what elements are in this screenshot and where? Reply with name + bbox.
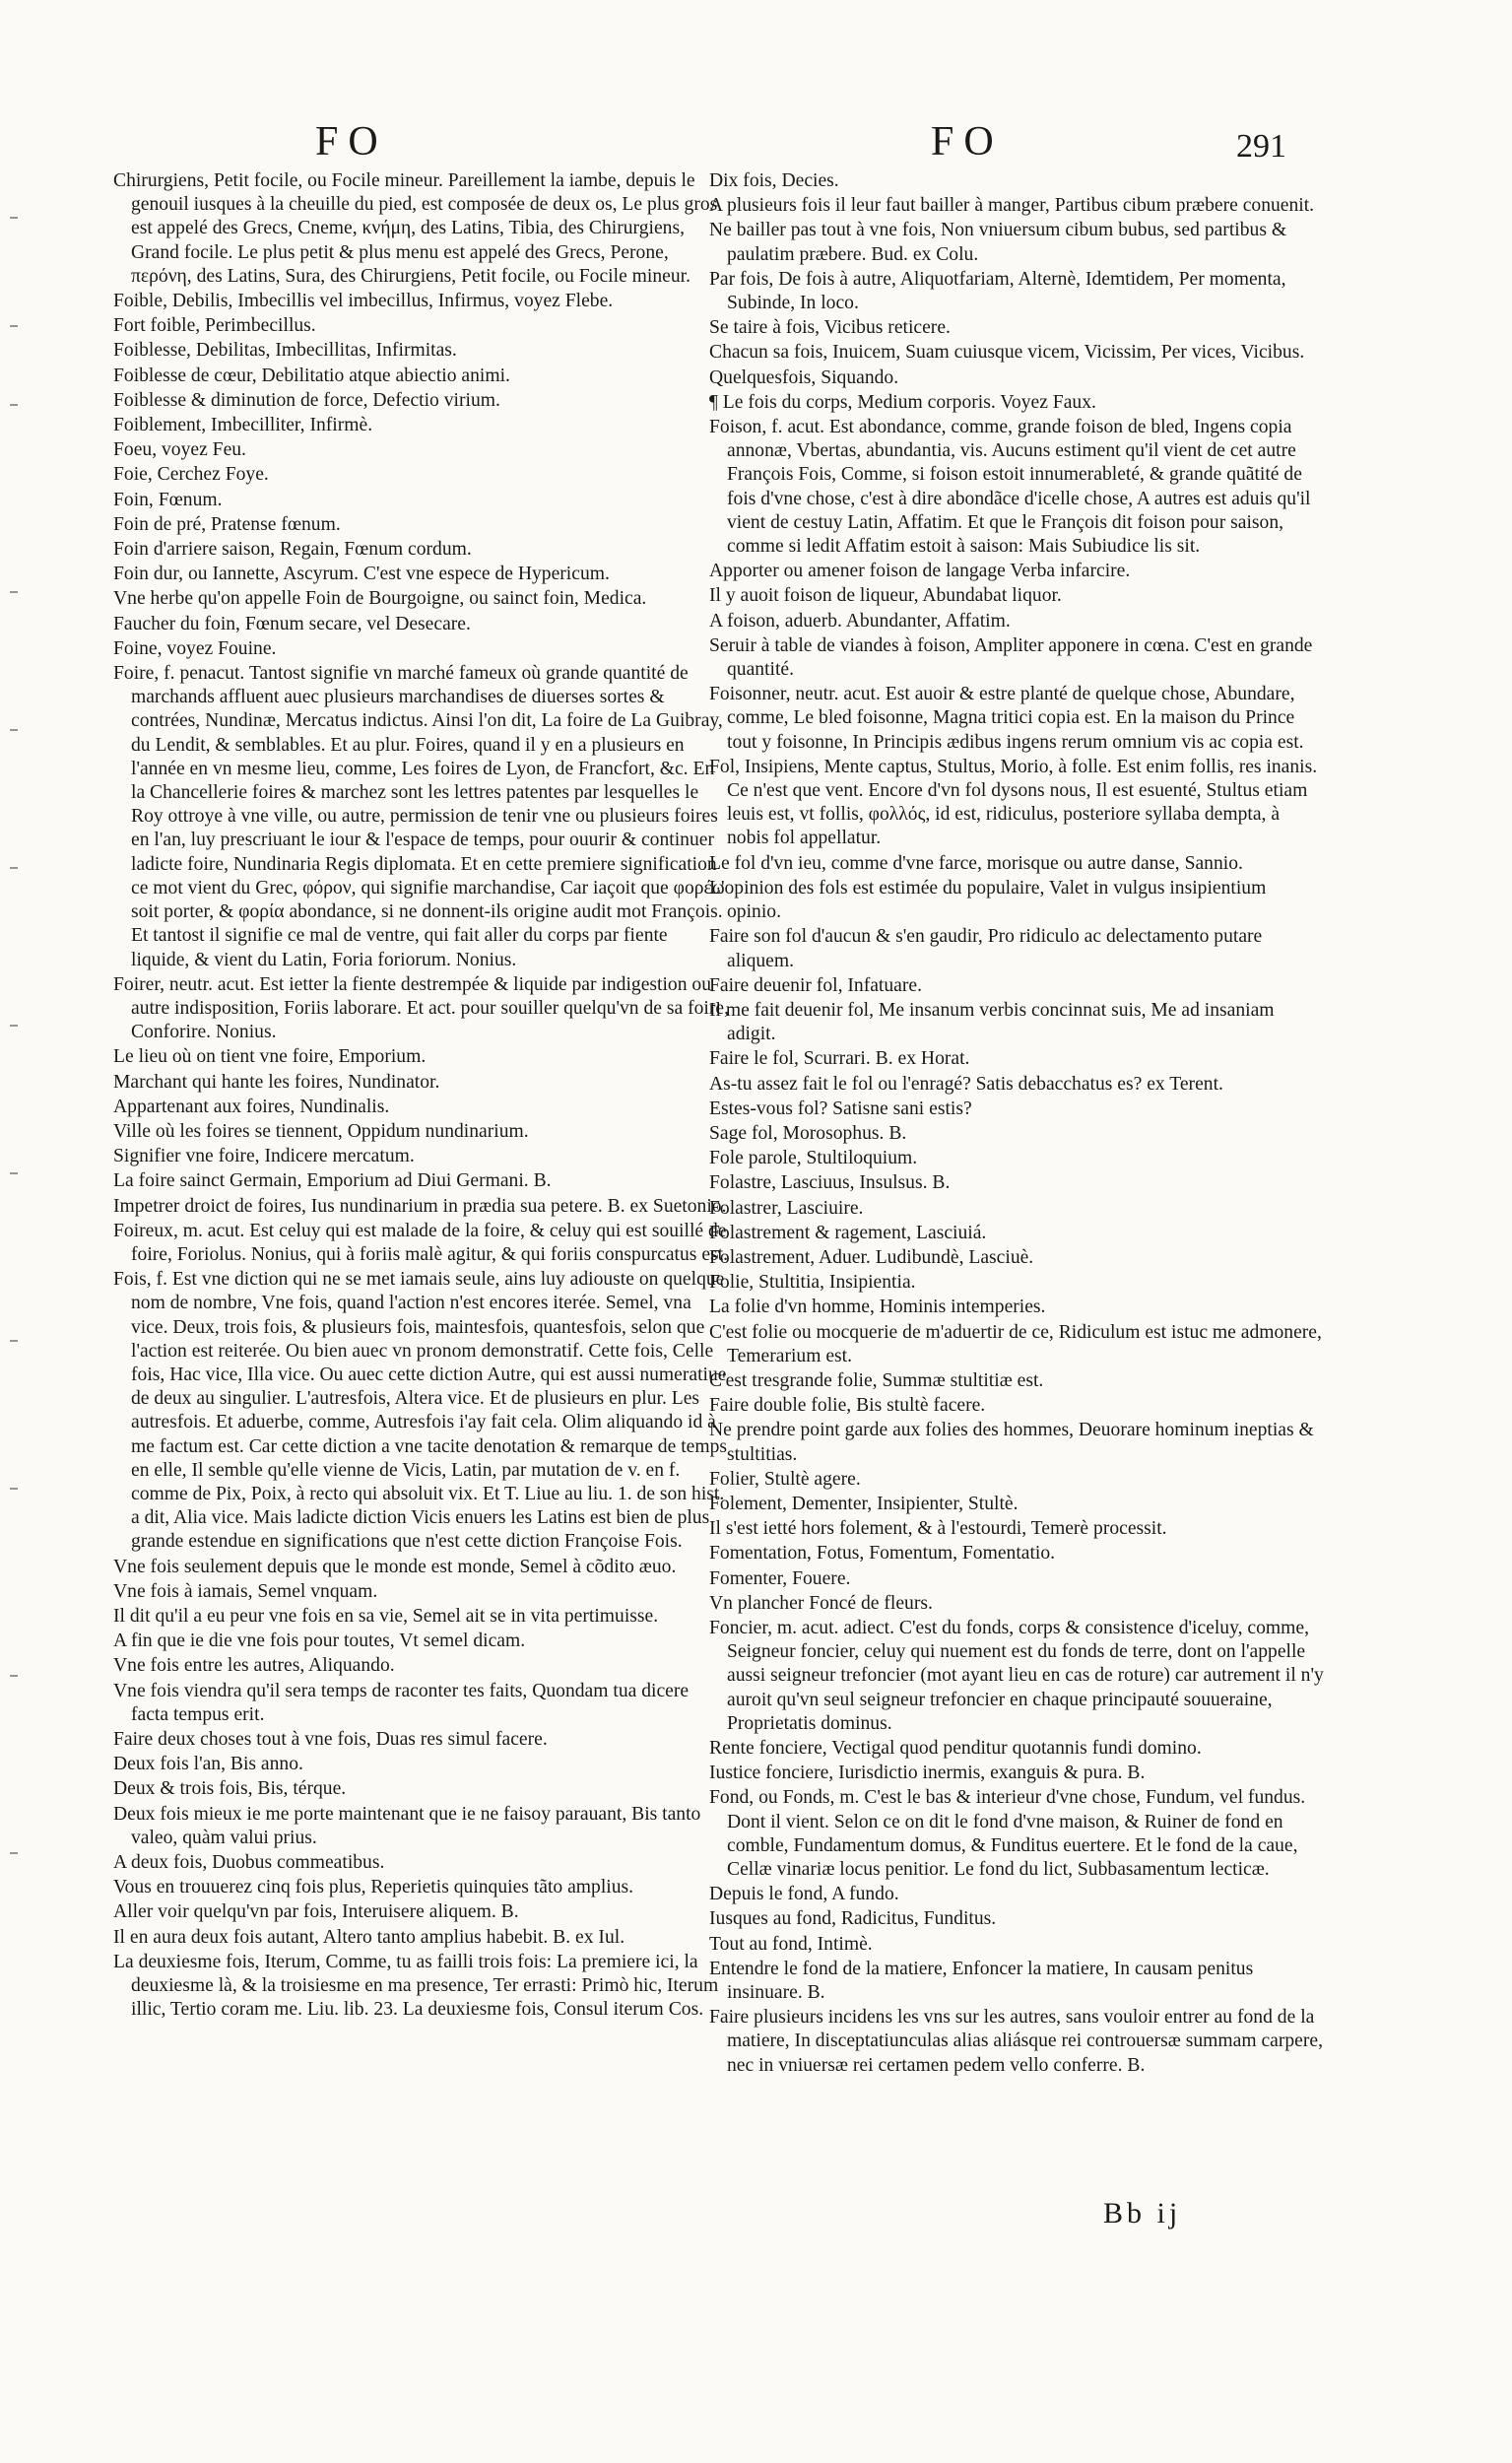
signature-mark: Bb ij <box>1103 2197 1182 2230</box>
dictionary-entry: Faire son fol d'aucun & s'en gaudir, Pro ridiculo ac delectamento putare aliquem. <box>709 926 1263 971</box>
dictionary-entry: Folier, Stultè agere. <box>709 1468 861 1490</box>
dictionary-entry: Rente fonciere, Vectigal quod penditur quotannis fundi domino. <box>709 1738 1202 1759</box>
dictionary-entry: Le lieu où on tient vne foire, Emporium. <box>113 1046 427 1068</box>
dictionary-entry: Chirurgiens, Petit focile, ou Focile mineur. Pareillement la iambe, depuis le genouil iusques à la cheuille du pied, est composée de deux os, Le plus gros est appelé des Grecs, Cneme, κνήμη, des Latins, Tibia, des Chirurgiens, Grand focile. Le plus petit & plus menu est appelé des Grecs, Perone, περόνη, des Latins, Sura, des Chirurgiens, Petit focile, ou Focile mineur. <box>113 170 718 287</box>
dictionary-entry: Seruir à table de viandes à foison, Ampliter apponere in cœna. C'est en grande quantité. <box>709 634 1313 681</box>
dictionary-entry: Vne fois viendra qu'il sera temps de raconter tes faits, Quondam tua dicere facta tempus erit. <box>113 1680 690 1725</box>
dictionary-entry: ¶ Le fois du corps, Medium corporis. Voyez Faux. <box>709 391 1096 413</box>
dictionary-entry: Estes-vous fol? Satisne sani estis? <box>709 1098 972 1119</box>
dictionary-entry: Il s'est ietté hors folement, & à l'estourdi, Temerè processit. <box>709 1518 1167 1540</box>
dictionary-entry: Le fol d'vn ieu, comme d'vne farce, morisque ou autre danse, Sannio. <box>709 852 1243 874</box>
dictionary-entry: C'est tresgrande folie, Summæ stultitiæ est. <box>709 1369 1044 1391</box>
dictionary-entry: Foin, Fœnum. <box>113 489 223 510</box>
dictionary-entry: Foin de pré, Pratense fœnum. <box>113 513 341 535</box>
dictionary-entry: Fort foible, Perimbecillus. <box>113 315 316 337</box>
dictionary-entry: Marchant qui hante les foires, Nundinator. <box>113 1071 440 1093</box>
dictionary-entry: Fomenter, Fouere. <box>709 1567 851 1589</box>
dictionary-entry: Foie, Cerchez Foye. <box>113 464 269 486</box>
dictionary-entry: Il en aura deux fois autant, Altero tanto amplius habebit. B. ex Iul. <box>113 1926 625 1948</box>
dictionary-entry: As-tu assez fait le fol ou l'enragé? Satis debacchatus es? ex Terent. <box>709 1073 1223 1095</box>
right-running-head: FO <box>931 119 1004 165</box>
dictionary-entry: Foiblesse & diminution de force, Defectio virium. <box>113 389 500 411</box>
dictionary-entry: Folastrement & ragement, Lasciuiá. <box>709 1222 987 1243</box>
dictionary-entry: Par fois, De fois à autre, Aliquotfariam, Alternè, Idemtidem, Per momenta, Subinde, In loco. <box>709 268 1286 314</box>
dictionary-entry: A deux fois, Duobus commeatibus. <box>113 1852 385 1874</box>
dictionary-entry: Il y auoit foison de liqueur, Abundabat liquor. <box>709 585 1062 607</box>
dictionary-entry: Fole parole, Stultiloquium. <box>709 1148 918 1169</box>
dictionary-entry: A fin que ie die vne fois pour toutes, Vt semel dicam. <box>113 1631 526 1652</box>
dictionary-entry: Deux & trois fois, Bis, térque. <box>113 1778 347 1800</box>
dictionary-entry: Vn plancher Foncé de fleurs. <box>709 1592 933 1614</box>
dictionary-entry: Appartenant aux foires, Nundinalis. <box>113 1096 390 1117</box>
dictionary-entry: Faire le fol, Scurrari. B. ex Horat. <box>709 1048 970 1070</box>
dictionary-entry: Foisonner, neutr. acut. Est auoir & estre planté de quelque chose, Abundare, comme, Le bled foisonne, Magna tritici copia est. En la maison du Prince tout y foisonne, In Principis ædibus ingens rerum omnium vis ac copia est. <box>709 684 1304 753</box>
dictionary-entry: Dix fois, Decies. <box>709 170 839 191</box>
dictionary-entry: Deux fois l'an, Bis anno. <box>113 1754 303 1775</box>
dictionary-entry: Faire plusieurs incidens les vns sur les autres, sans vouloir entrer au fond de la matiere, In disceptatiunculas alias aliásque rei controuersæ summam carpere, nec in vniuersæ rei certamen pedem vello conferre. B. <box>709 2007 1323 2076</box>
dictionary-entry: Vne fois à iamais, Semel vnquam. <box>113 1580 378 1602</box>
dictionary-entry: Fomentation, Fotus, Fomentum, Fomentatio. <box>709 1543 1056 1564</box>
dictionary-entry: Vne fois entre les autres, Aliquando. <box>113 1655 395 1677</box>
dictionary-entry: Signifier vne foire, Indicere mercatum. <box>113 1146 415 1167</box>
dictionary-entry: Folie, Stultitia, Insipientia. <box>709 1272 916 1294</box>
left-running-head: FO <box>315 119 388 165</box>
dictionary-entry: Foin dur, ou Iannette, Ascyrum. C'est vne espece de Hypericum. <box>113 564 610 585</box>
dictionary-entry: Faire deux choses tout à vne fois, Duas res simul facere. <box>113 1729 548 1750</box>
dictionary-entry: Ville où les foires se tiennent, Oppidum nundinarium. <box>113 1120 529 1142</box>
dictionary-entry: Foible, Debilis, Imbecillis vel imbecillus, Infirmus, voyez Flebe. <box>113 291 614 312</box>
dictionary-entry: Fond, ou Fonds, m. C'est le bas & interieur d'vne chose, Fundum, vel fundus. Dont il vient. Selon ce on dit le fond d'vne maison, & Ruiner de fond en comble, Fundamentum domus, & Funditus euertere. Et le fond de la caue, Cellæ vinariæ locus penitior. Le fond du lict, Subbasamentum lecticæ. <box>709 1787 1306 1881</box>
dictionary-entry: Foiblesse de cœur, Debilitatio atque abiectio animi. <box>113 365 510 386</box>
dictionary-entry: Foiblesse, Debilitas, Imbecillitas, Infirmitas. <box>113 340 457 362</box>
dictionary-entry: Quelquesfois, Siquando. <box>709 366 899 388</box>
dictionary-entry: Fois, f. Est vne diction qui ne se met iamais seule, ains luy adiouste on quelque nom de nombre, Vne fois, quand l'action n'est encores iterée. Semel, vna vice. Deux, trois fois, & plusieurs fois, maintesfois, quantesfois, selon que l'action est reiterée. Ou bien auec vn pronom demonstratif. Cette fois, Celle fois, Hac vice, Illa vice. Ou auec cette diction Autre, qui est aussi numeratiue de deux au singulier. L'autresfois, Altera vice. Et de plusieurs en plur. Les autresfois. Et aduerbe, comme, Autresfois i'ay fait cela. Olim aliquando id à me factum est. Car cette diction a vne tacite denotation & remarque de temps en elle, Il semble qu'elle vienne de Vicis, Latin, par mutation de v. en f. comme de Pix, Poix, à recto qui absoluit vix. Et T. Liue au liu. 1. de son hist. a dit, Alia vice. Mais ladicte diction Vicis enuers les Latins est bien de plus grande estendue en significations que n'est cette diction Françoise Fois. <box>113 1269 727 1553</box>
dictionary-entry: Vne fois seulement depuis que le monde est monde, Semel à cõdito æuo. <box>113 1556 677 1577</box>
dictionary-entry: Chacun sa fois, Inuicem, Suam cuiusque vicem, Vicissim, Per vices, Vicibus. <box>709 342 1305 364</box>
dictionary-entry: Il me fait deuenir fol, Me insanum verbis concinnat suis, Me ad insaniam adigit. <box>709 999 1275 1045</box>
dictionary-entry: Iustice fonciere, Iurisdictio inermis, exanguis & pura. B. <box>709 1763 1146 1784</box>
dictionary-entry: Aller voir quelqu'vn par fois, Interuisere aliquem. B. <box>113 1901 519 1923</box>
right-column <box>709 169 1325 2079</box>
dictionary-entry: A foison, aduerb. Abundanter, Affatim. <box>709 610 1011 632</box>
dictionary-entry: Foirer, neutr. acut. Est ietter la fiente destrempée & liquide par indigestion ou autre indisposition, Foriis laborare. Et act. pour souiller quelqu'vn de sa foire, Conforire. Nonius. <box>113 973 729 1043</box>
dictionary-entry: La deuxiesme fois, Iterum, Comme, tu as failli trois fois: La premiere ici, la deuxiesme là, & la troisiesme en ma presence, Ter errasti: Primò hic, Iterum illic, Tertio coram me. Liu. lib. 23. La deuxiesme fois, Consul iterum Cos. <box>113 1951 719 2021</box>
dictionary-entry: Foncier, m. acut. adiect. C'est du fonds, corps & consistence d'iceluy, comme, Seigneur foncier, celuy qui nuement est du fonds de terre, dont on l'appelle aussi seigneur trefoncier (mot ayant lieu en cas de roture) car autrement il n'y auroit qu'vn seul seigneur trefoncier en chaque principauté souueraine, Proprietatis dominus. <box>709 1617 1324 1734</box>
dictionary-entry: Apporter ou amener foison de langage Verba infarcire. <box>709 561 1131 582</box>
dictionary-entry: Tout au fond, Intimè. <box>709 1933 873 1955</box>
dictionary-entry: Foine, voyez Fouine. <box>113 637 277 659</box>
dictionary-entry: Faucher du foin, Fœnum secare, vel Desecare. <box>113 613 471 634</box>
page-header <box>0 118 1512 177</box>
dictionary-entry: La foire sainct Germain, Emporium ad Diui Germani. B. <box>113 1170 552 1192</box>
left-column <box>113 169 729 2023</box>
dictionary-entry: Iusques au fond, Radicitus, Funditus. <box>709 1908 997 1930</box>
dictionary-entry: Foeu, voyez Feu. <box>113 439 246 461</box>
dictionary-entry: Impetrer droict de foires, Ius nundinarium in prædia sua petere. B. ex Suetonio. <box>113 1195 727 1217</box>
dictionary-entry: Entendre le fond de la matiere, Enfoncer la matiere, In causam penitus insinuare. B. <box>709 1958 1254 2004</box>
dictionary-entry: Folement, Dementer, Insipienter, Stultè. <box>709 1493 1019 1514</box>
dictionary-entry: Folastre, Lasciuus, Insulsus. B. <box>709 1172 951 1194</box>
dictionary-entry: Faire double folie, Bis stultè facere. <box>709 1395 986 1417</box>
dictionary-entry: A plusieurs fois il leur faut bailler à manger, Partibus cibum præbere conuenit. <box>709 195 1315 217</box>
dictionary-entry: C'est folie ou mocquerie de m'aduertir de ce, Ridiculum est istuc me admonere, Temerarium est. <box>709 1321 1322 1366</box>
binding-margin-marks <box>0 177 39 2000</box>
dictionary-entry: Fol, Insipiens, Mente captus, Stultus, Morio, à folle. Est enim follis, res inanis. Ce n'est que vent. Encore d'vn fol dysons nous, Il est esuenté, Stultus etiam leuis est, vt follis, φολλός, id est, ridiculus, posteriore syllaba dempta, à nobis fol appellatur. <box>709 756 1318 849</box>
page-number: 291 <box>1236 128 1286 165</box>
dictionary-entry: Foison, f. acut. Est abondance, comme, grande foison de bled, Ingens copia annonæ, Vbertas, abundantia, vis. Aucuns estiment qu'il vient de cet autre François Fois, Comme, si foison estoit innumerableté, & grande quãtité de fois d'vne chose, c'est à dire abondãce d'icelle chose, A autres est aduis qu'il vient de cestuy Latin, Affatim. Et que le François dit foison pour saison, comme si ledit Affatim estoit à saison: Mais Subiudice lis sit. <box>709 417 1311 558</box>
dictionary-entry: Foin d'arriere saison, Regain, Fœnum cordum. <box>113 539 472 561</box>
dictionary-entry: Foireux, m. acut. Est celuy qui est malade de la foire, & celuy qui est souillé de foire, Foriolus. Nonius, qui à foriis malè agitur, & qui foriis conspurcatus est. <box>113 1220 728 1265</box>
dictionary-entry: La folie d'vn homme, Hominis intemperies. <box>709 1297 1046 1318</box>
dictionary-entry: Faire deuenir fol, Infatuare. <box>709 974 922 996</box>
dictionary-entry: Deux fois mieux ie me porte maintenant que ie ne faisoy parauant, Bis tanto valeo, quàm valui prius. <box>113 1803 701 1848</box>
dictionary-entry: Ne bailler pas tout à vne fois, Non vniuersum cibum bubus, sed partibus & paulatim præbere. Bud. ex Colu. <box>709 220 1287 265</box>
dictionary-entry: Vne herbe qu'on appelle Foin de Bourgoigne, ou sainct foin, Medica. <box>113 588 647 610</box>
dictionary-entry: Folastrement, Aduer. Ludibundè, Lasciuè. <box>709 1246 1034 1268</box>
dictionary-entry: Ne prendre point garde aux folies des hommes, Deuorare hominum ineptias & stultitias. <box>709 1420 1314 1465</box>
dictionary-entry: Se taire à fois, Vicibus reticere. <box>709 317 951 339</box>
dictionary-entry: Foiblement, Imbecilliter, Infirmè. <box>113 415 373 436</box>
dictionary-entry: Foire, f. penacut. Tantost signifie vn marché fameux où grande quantité de marchands affluent auec plusieurs marchandises de diuerses sortes & contrées, Nundinæ, Mercatus indictus. Ainsi l'on dit, La foire de La Guibray, du Lendit, & semblables. Et au plur. Foires, quand il y en a plusieurs en l'année en vn mesme lieu, comme, Les foires de Lyon, de Francfort, &c. En la Chancellerie foires & marchez sont les lettres patentes par lesquelles le Roy ottroye à vne ville, ou autre, permission de tenir vne ou plusieurs foires en l'an, luy prescriuant le iour & l'espace de temps, pour ouurir & continuer ladicte foire, Nundinaria Regis diplomata. Et en cette premiere signification ce mot vient du Grec, φόρον, qui signifie marchandise, Car iaçoit que φορέω soit porter, & φορία abondance, si ne donnent-ils origine audit mot François. Et tantost il signifie ce mal de ventre, qui fait aller du corps par fiente liquide, & vient du Latin, Foria foriorum. Nonius. <box>113 663 725 970</box>
dictionary-entry: L'opinion des fols est estimée du populaire, Valet in vulgus insipientium opinio. <box>709 877 1267 923</box>
dictionary-entry: Vous en trouuerez cinq fois plus, Reperietis quinquies tãto amplius. <box>113 1877 634 1898</box>
dictionary-entry: Il dit qu'il a eu peur vne fois en sa vie, Semel ait se in vita pertimuisse. <box>113 1605 659 1627</box>
dictionary-entry: Sage fol, Morosophus. B. <box>709 1122 907 1144</box>
dictionary-entry: Folastrer, Lasciuire. <box>709 1197 864 1219</box>
dictionary-entry: Depuis le fond, A fundo. <box>709 1884 899 1905</box>
